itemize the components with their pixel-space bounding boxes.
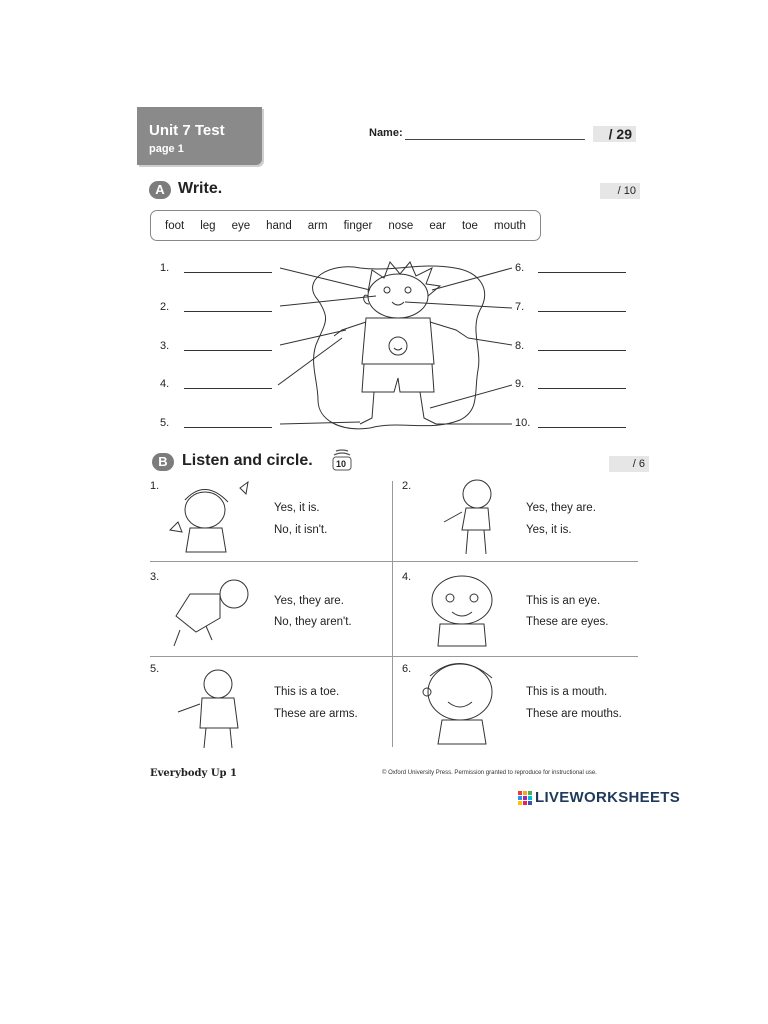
word-bank-item: mouth [493,219,526,232]
book-title: Everybody Up 1 [150,768,237,779]
item-number: 6. [402,663,412,675]
item-number: 8. [515,340,525,352]
page-label: page 1 [149,143,184,155]
answer-option[interactable]: Yes, it is. [274,502,320,514]
answer-option[interactable]: These are arms. [274,708,358,720]
word-bank-item: foot [165,219,185,232]
word-bank-item: ear [429,219,446,232]
word-bank-item: leg [200,219,216,232]
answer-option[interactable]: This is a toe. [274,686,340,698]
answer-option[interactable]: Yes, they are. [274,595,344,607]
item-number: 2. [160,301,170,313]
item-number: 1. [150,480,160,492]
section-b-title: Listen and circle. [182,452,313,469]
section-b-badge: B [152,453,174,471]
answer-option[interactable]: No, they aren't. [274,616,352,628]
answer-option[interactable]: These are mouths. [526,708,622,720]
answer-option[interactable]: Yes, they are. [526,502,596,514]
item-number: 3. [150,571,160,583]
item-number: 4. [402,571,412,583]
word-bank-item: finger [343,219,373,232]
answer-option[interactable]: These are eyes. [526,616,609,628]
brand-name: LIVEWORKSHEETS [535,789,681,806]
item-number: 5. [150,663,160,675]
name-label: Name: [369,127,403,139]
unit-title: Unit 7 Test [149,122,225,139]
answer-option[interactable]: This is an eye. [526,595,601,607]
section-b-score: / 6 [609,456,649,472]
item-number: 7. [515,301,525,313]
answer-option[interactable]: No, it isn't. [274,524,328,536]
section-a-title: Write. [178,180,223,197]
logo-grid-icon [518,791,532,805]
answer-option[interactable]: Yes, it is. [526,524,572,536]
item-number: 4. [160,378,170,390]
answer-option[interactable]: This is a mouth. [526,686,608,698]
track-number: 10 [336,459,347,469]
word-bank-item: toe [461,219,478,232]
section-a-badge: A [149,181,171,199]
item-number: 10. [515,417,531,429]
total-score: / 29 [593,126,636,142]
item-number: 1. [160,262,170,274]
item-number: 5. [160,417,170,429]
word-bank-item: hand [266,219,292,232]
item-number: 3. [160,340,170,352]
word-bank-item: arm [307,219,328,232]
section-a-score: / 10 [600,183,640,199]
word-bank-item: eye [231,219,251,232]
liveworksheets-logo[interactable] [518,789,680,806]
item-number: 9. [515,378,525,390]
copyright-notice: © Oxford University Press. Permission granted to reproduce for instructional use. [382,770,597,776]
item-number: 2. [402,480,412,492]
word-bank-item: nose [388,219,414,232]
item-number: 6. [515,262,525,274]
